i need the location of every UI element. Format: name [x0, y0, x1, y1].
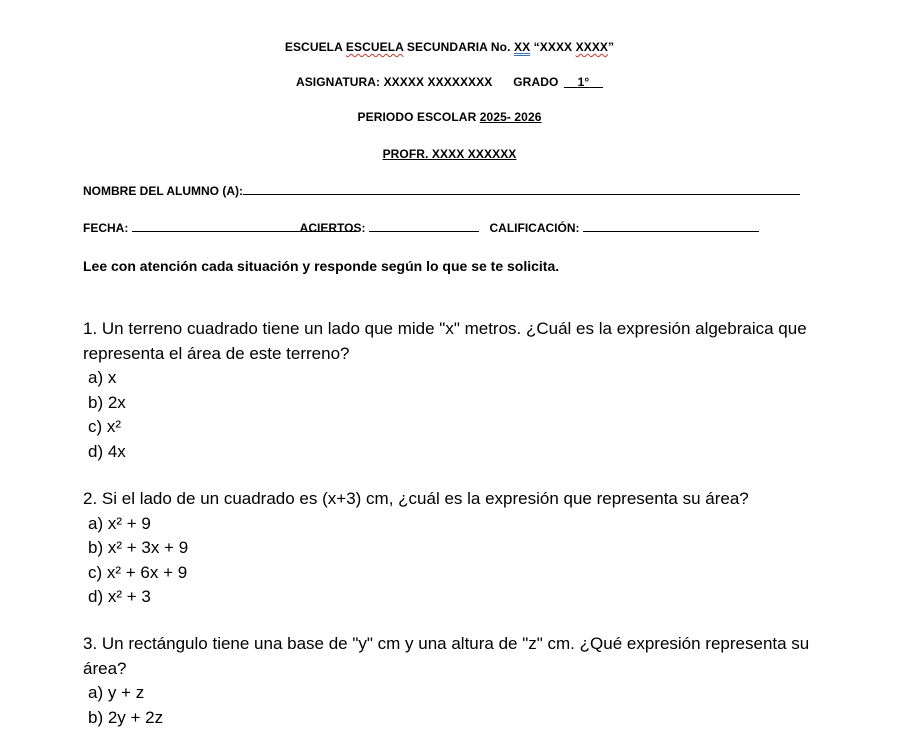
school-quote-open: “	[530, 40, 540, 54]
option-b[interactable]: b) x² + 3x + 9	[88, 538, 189, 557]
period-label: PERIODO ESCOLAR	[357, 110, 480, 124]
teacher-label: PROFR.	[382, 147, 429, 161]
period-line	[0, 110, 899, 124]
grade-field[interactable]	[583, 219, 759, 232]
teacher-line	[0, 147, 899, 161]
school-misspelled-word: ESCUELA	[345, 40, 404, 54]
school-header	[0, 40, 899, 54]
question-text: 3. Un rectángulo tiene una base de "y" cm y una altura de "z" cm. ¿Qué expresión representa su área?	[83, 634, 810, 678]
subject-line	[0, 75, 899, 89]
date-score-row	[83, 219, 759, 235]
grade-value: 1°	[577, 75, 590, 89]
student-name-row	[83, 182, 800, 198]
hits-field[interactable]	[369, 219, 479, 232]
question-3	[83, 632, 853, 730]
instructions: Lee con atención cada situación y responde según lo que se te solicita.	[83, 258, 560, 274]
student-name-field[interactable]	[243, 182, 800, 195]
option-a[interactable]: a) x	[88, 368, 117, 387]
question-1	[83, 317, 853, 464]
option-d[interactable]: d) x² + 3	[88, 587, 151, 606]
school-prefix: ESCUELA	[284, 40, 346, 54]
teacher-name: XXXX XXXXXX	[428, 147, 517, 161]
option-c[interactable]: c) x² + 6x + 9	[88, 562, 188, 582]
grade-label: GRADO	[513, 75, 559, 89]
school-quote-close: ”	[608, 40, 615, 54]
period-value: 2025- 2026	[479, 110, 542, 124]
student-name-label: NOMBRE DEL ALUMNO (A):	[83, 184, 243, 198]
option-b[interactable]: b) 2y + 2z	[88, 707, 164, 727]
question-text: 2. Si el lado de un cuadrado es (x+3) cm, ¿cuál es la expresión que representa su área?	[83, 489, 749, 508]
hits-label: ACIERTOS:	[299, 221, 366, 235]
grade-value-line	[564, 75, 603, 89]
option-d[interactable]: d) 4x	[88, 441, 126, 461]
date-label: FECHA:	[83, 221, 129, 235]
option-a[interactable]: a) x² + 9	[88, 513, 151, 533]
school-name-2: XXXX	[575, 40, 609, 54]
question-text: 1. Un terreno cuadrado tiene un lado que mide "x" metros. ¿Cuál es la expresión algebraica que representa el área de este terreno?	[83, 319, 807, 363]
school-name-1: XXXX	[539, 40, 573, 54]
question-2	[83, 487, 853, 610]
option-c[interactable]: c) x²	[88, 417, 122, 436]
option-a[interactable]: a) y + z	[88, 683, 145, 702]
school-mid: SECUNDARIA No.	[403, 40, 514, 54]
option-b[interactable]: b) 2x	[88, 392, 126, 412]
grade-field-label: CALIFICACIÓN:	[489, 221, 580, 235]
subject-label: ASIGNATURA: XXXXX XXXXXXXX	[295, 75, 493, 89]
school-number: XX	[513, 40, 531, 54]
date-field[interactable]	[132, 219, 286, 232]
